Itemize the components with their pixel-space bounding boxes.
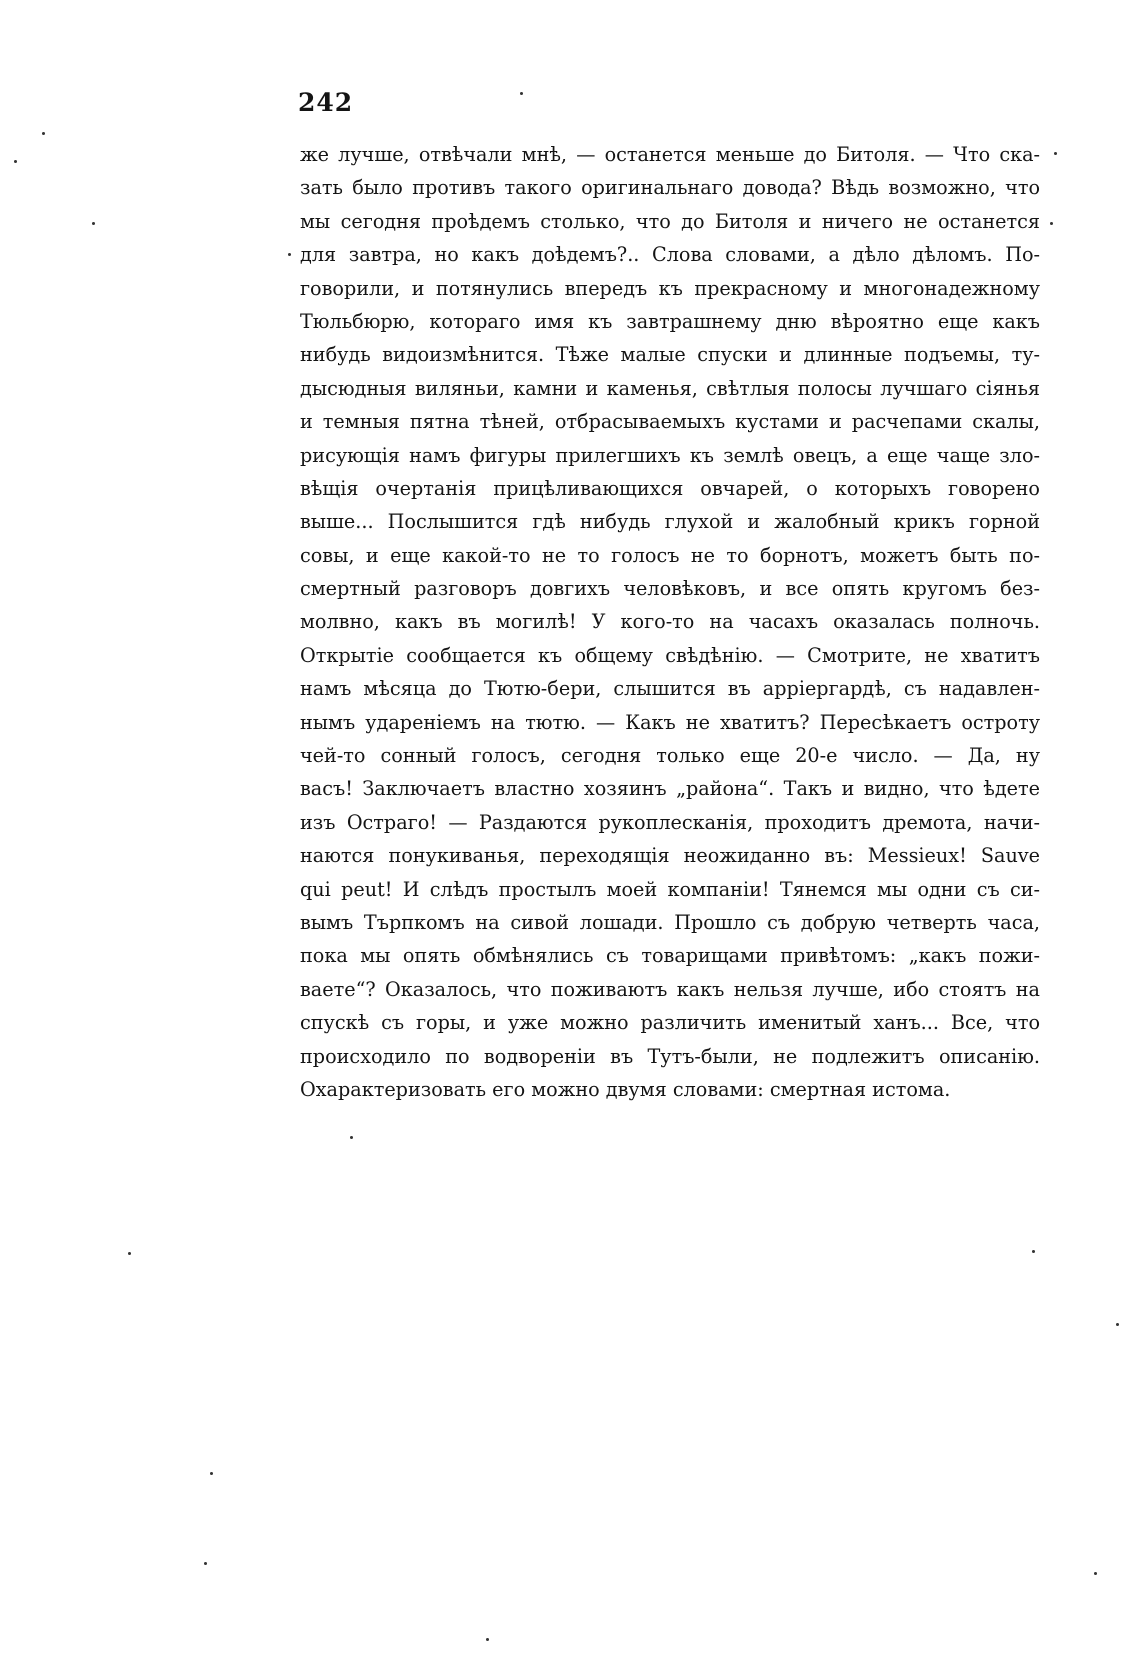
scan-speck bbox=[14, 160, 17, 163]
scan-speck bbox=[350, 1136, 353, 1139]
text-line: же лучше, отвѣчали мнѣ, — останется меньше до Битоля. — Что ска- bbox=[300, 143, 1040, 166]
text-line: зать было противъ такого оригинальнаго довода? Вѣдь возможно, что bbox=[300, 176, 1040, 200]
text-line: вѣщія очертанія прицѣливающихся овчарей, о которыхъ говорено bbox=[300, 476, 1040, 500]
scan-speck bbox=[1094, 1572, 1097, 1575]
scan-speck bbox=[1050, 222, 1053, 225]
text-line: Открытіе сообщается къ общему свѣдѣнію. — Смотрите, не хватитъ bbox=[300, 643, 1040, 667]
text-line: намъ мѣсяца до Тютю-бери, слышится въ аррiергардѣ, съ надавлен- bbox=[300, 677, 1040, 701]
text-line: васъ! Заключаетъ властно хозяинъ „района“. Такъ и видно, что ѣдете bbox=[300, 777, 1040, 801]
text-line: наются понукиванья, переходящія неожиданно въ: Messieux! Sauve bbox=[300, 844, 1040, 868]
scan-speck bbox=[210, 1472, 213, 1475]
text-line: выше... Послышится гдѣ нибудь глухой и жалобный крикъ горной bbox=[300, 510, 1040, 534]
text-line: qui peut! И слѣдъ простылъ моей компаніи! Тянемся мы одни съ си- bbox=[300, 877, 1040, 901]
scan-speck bbox=[1032, 1250, 1035, 1253]
text-line: происходило по водвореніи въ Тутъ-были, не подлежитъ описанію. bbox=[300, 1044, 1040, 1068]
text-line: говорили, и потянулись впередъ къ прекрасному и многонадежному bbox=[300, 276, 1040, 300]
scan-speck bbox=[486, 1638, 489, 1641]
scan-speck bbox=[92, 222, 95, 225]
scan-speck bbox=[128, 1252, 131, 1255]
text-line: нибудь видоизмѣнится. Тѣже малые спуски и длинные подъемы, ту- bbox=[300, 343, 1040, 367]
page-number: 242 bbox=[298, 88, 354, 117]
text-line: Охарактеризовать его можно двумя словами: смертная истома. bbox=[300, 1077, 951, 1101]
scan-speck bbox=[42, 132, 45, 135]
text-line: дысюдныя виляньи, камни и каменья, свѣтлыя полосы лучшаго сіянья bbox=[300, 376, 1040, 400]
text-line: пока мы опять обмѣнялись съ товарищами привѣтомъ: „какъ пожи- bbox=[300, 944, 1040, 968]
scan-speck bbox=[1054, 152, 1057, 155]
text-line: рисующія намъ фигуры прилегшихъ къ землѣ овецъ, а еще чаще зло- bbox=[300, 443, 1040, 467]
text-line: спускѣ съ горы, и уже можно различить именитый ханъ... Все, что bbox=[300, 1011, 1040, 1035]
text-line: для завтра, но какъ доѣдемъ?.. Слова словами, а дѣло дѣломъ. По- bbox=[300, 243, 1040, 267]
text-line: мы сегодня проѣдемъ столько, что до Битоля и ничего не останется bbox=[300, 209, 1040, 233]
scan-speck bbox=[204, 1562, 207, 1565]
text-line: и темныя пятна тѣней, отбрасываемыхъ кустами и расчепами скалы, bbox=[300, 410, 1040, 434]
text-line: ваете“? Оказалось, что поживаютъ какъ нельзя лучше, ибо стоятъ на bbox=[300, 977, 1040, 1001]
text-line: совы, и еще какой-то не то голосъ не то борнотъ, можетъ быть по- bbox=[300, 543, 1040, 567]
text-line: вымъ Търпкомъ на сивой лошади. Прошло съ добрую четверть часа, bbox=[300, 910, 1040, 934]
text-line: молвно, какъ въ могилѣ! У кого-то на часахъ оказалась полночь. bbox=[300, 610, 1040, 634]
text-line: нымъ удареніемъ на тютю. — Какъ не хватитъ? Пересѣкаетъ остроту bbox=[300, 710, 1040, 734]
text-line: изъ Остраго! — Раздаются рукоплесканія, проходитъ дремота, начи- bbox=[300, 810, 1040, 834]
scan-speck bbox=[1116, 1323, 1119, 1326]
text-line: смертный разговоръ довгихъ человѣковъ, и все опять кругомъ без- bbox=[300, 577, 1040, 601]
text-line: Тюльбюрю, котораго имя къ завтрашнему дню вѣроятно еще какъ bbox=[300, 309, 1040, 333]
scan-speck bbox=[520, 92, 523, 95]
body-text bbox=[300, 138, 1040, 1106]
scan-speck bbox=[288, 253, 291, 256]
text-line: чей-то сонный голосъ, сегодня только еще 20-е число. — Да, ну bbox=[300, 744, 1040, 768]
